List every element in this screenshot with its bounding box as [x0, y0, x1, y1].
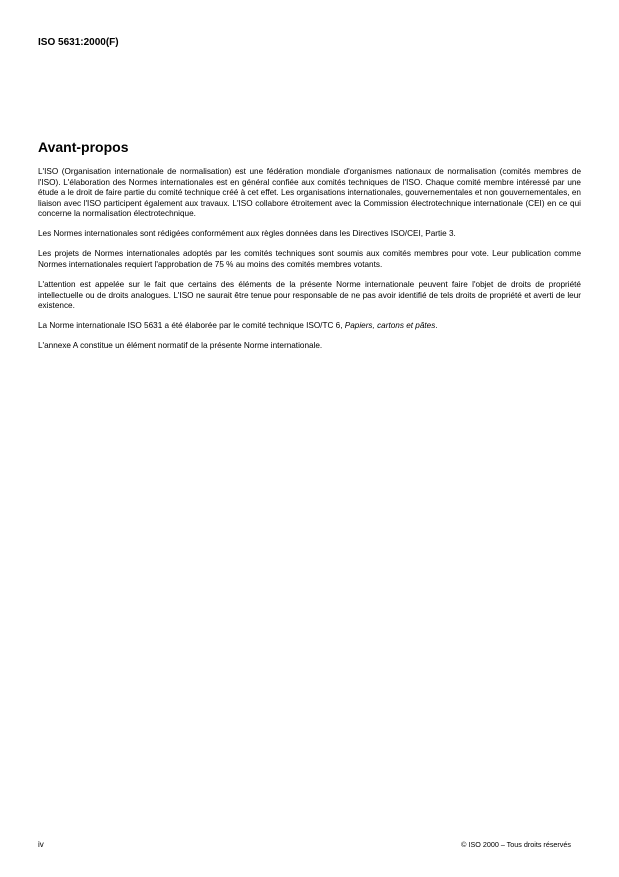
tc-text-suffix: .	[435, 321, 438, 331]
paragraph-annex: L'annexe A constitue un élément normatif de la présente Norme internationale.	[38, 341, 323, 351]
foreword-body	[38, 167, 581, 361]
paragraph-technical-committee	[38, 321, 581, 332]
paragraph-approval: Les projets de Normes internationales adoptés par les comités techniques sont soumis aux comités membres pour vote. Leur publication comme Normes internationales requiert l'approbation de 75 % au moins des comités membres votants.	[38, 249, 581, 269]
page-title: Avant-propos	[38, 139, 129, 155]
paragraph-directives: Les Normes internationales sont rédigées conformément aux règles données dans les Directives ISO/CEI, Partie 3.	[38, 229, 456, 239]
document-id-header: ISO 5631:2000(F)	[38, 37, 119, 48]
paragraph-iso-organisation: L'ISO (Organisation internationale de normalisation) est une fédération mondiale d'organismes nationaux de normalisation (comités membres de l'ISO). L'élaboration des Normes internationales est en général confiée aux comités techniques de l'ISO. Chaque comité membre intéressé par une étude a le droit de faire partie du comité technique créé à cet effet. Les organisations internationales, gouvernementales et non gouvernementales, en liaison avec l'ISO participent également aux travaux. L'ISO collabore étroitement avec la Commission électrotechnique internationale (CEI) en ce qui concerne la normalisation électrotechnique.	[38, 167, 581, 219]
paragraph-patent-rights: L'attention est appelée sur le fait que certains des éléments de la présente Norme internationale peuvent faire l'objet de droits de propriété intellectuelle ou de droits analogues. L'ISO ne saurait être tenue pour responsable de ne pas avoir identifié de tels droits de propriété et averti de leur existence.	[38, 279, 581, 311]
page-number: iv	[38, 840, 44, 849]
copyright-notice: © ISO 2000 – Tous droits réservés	[461, 840, 571, 849]
tc-text-prefix: La Norme internationale ISO 5631 a été élaborée par le comité technique ISO/TC 6,	[38, 321, 345, 331]
tc-title-italic: Papiers, cartons et pâtes	[344, 321, 436, 331]
